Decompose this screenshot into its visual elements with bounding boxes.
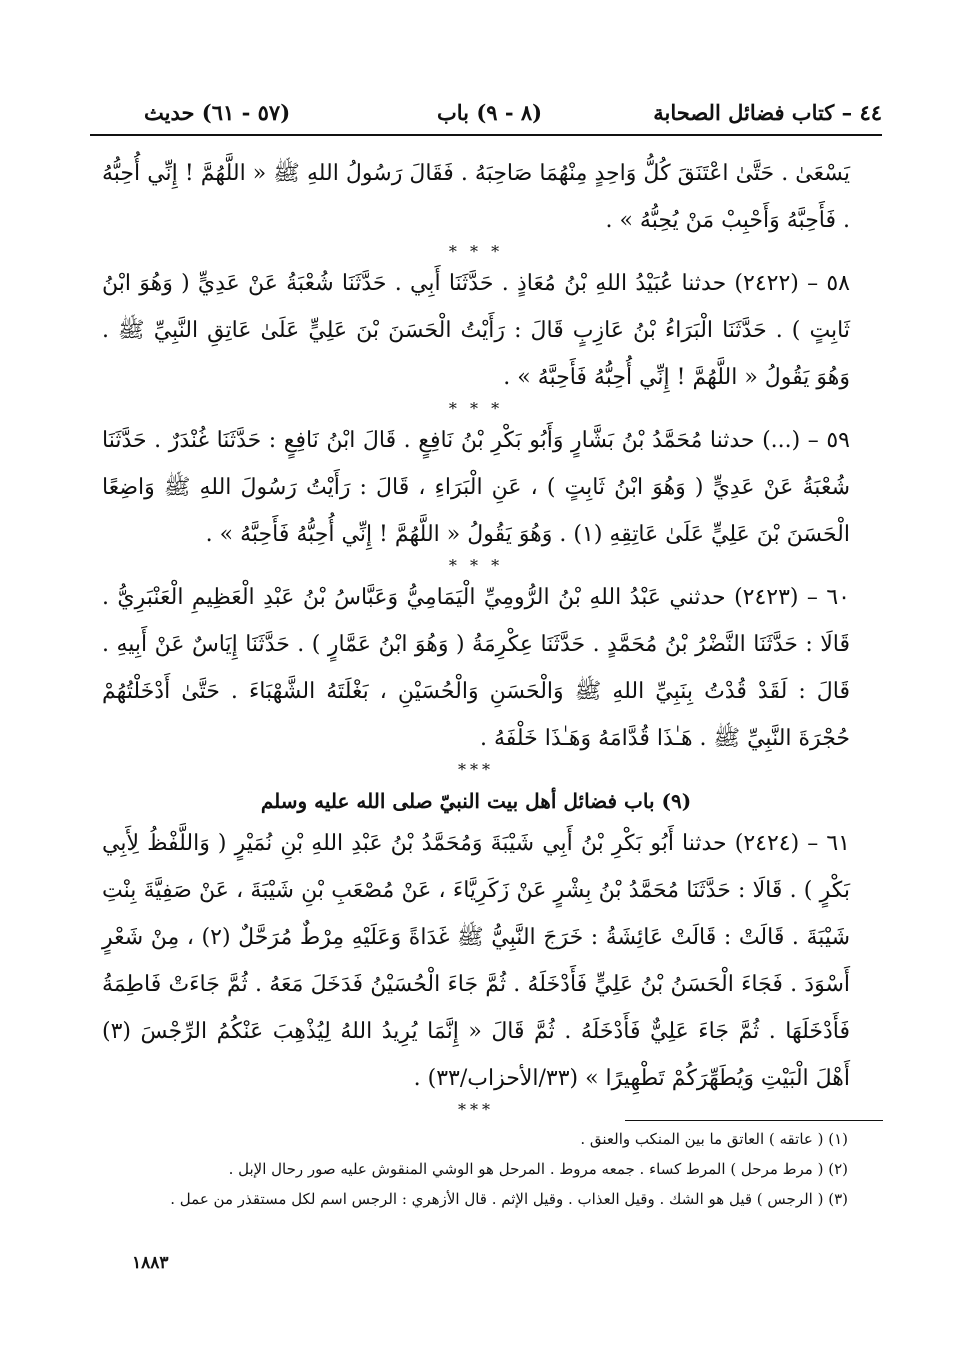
footnotes [110,1124,848,1214]
chapter-heading: (٩) باب فضائل أهل بيت النبيّ صلى الله عليه وسلم [260,789,692,813]
footnote-3: (٣) ( الرجس ) قيل هو الشك . وقيل العذاب . وقيل الإثم . قال الأزهري : الرجس اسم لكل مستقذر من عمل . [170,1190,848,1208]
header-rule [90,134,882,136]
page-number: ١٨٨٣ [132,1253,169,1273]
footnote-1: (١) ( عاتقه ) العاتق ما بين المنكب والعنق . [580,1130,848,1148]
running-header [92,100,882,136]
separator-stars: *** [458,1100,494,1119]
separator-stars: * * * [448,242,504,261]
paragraph-continuation: يَسْعَىٰ . حَتَّىٰ اعْتَنَقَ كُلُّ وَاحِدٍ مِنْهُمَا صَاحِبَهُ . فَقَالَ رَسُولُ اللهِ ﷺ « اللَّهُمَّ ! إِنِّي أُحِبُّهُ . فَأَحِبَّهُ وَأَحْبِبْ مَنْ يُحِبُّهُ » . [102,161,850,233]
hadith-59: ٥٩ – (...) حدثنا مُحَمَّدُ بْنُ بَشَّارٍ وَأَبُو بَكْرِ بْنُ نَافِعٍ . قَالَ ابْنُ نَافِعٍ : حَدَّثَنَا غُنْدَرٌ . حَدَّثَنَا شُعْبَةُ عَنْ عَدِيٍّ ( وَهُوَ ابْنُ ثَابِتٍ ) ، عَنِ الْبَرَاءِ ، قَالَ : رَأَيْتُ رَسُولَ اللهِ ﷺ وَاضِعًا الْحَسَنَ بْنَ عَلِيٍّ عَلَىٰ عَاتِقِهِ (١) . وَهُوَ يَقُولُ « اللَّهُمَّ ! إِنِّي أُحِبُّهُ فَأَحِبَّهُ » . [102,428,850,547]
separator-stars: * * * [448,556,504,575]
separator-stars: *** [458,760,494,779]
footnote-rule [625,1120,883,1121]
separator-stars: * * * [448,399,504,418]
footnote-2: (٢) ( مرط مرحل ) المرط كساء . جمعه مروط . المرحل هو الوشي المنقوش عليه صور رحال الإبل . [228,1160,848,1178]
header-chapter-number: (٨ - ٩) باب [437,100,543,125]
hadith-58: ٥٨ – (٢٤٢٢) حدثنا عُبَيْدُ اللهِ بْنُ مُعَاذٍ . حَدَّثَنَا أَبِي . حَدَّثَنَا شُعْبَةُ عَنْ عَدِيٍّ ( وَهُوَ ابْنُ ثَابِتٍ ) . حَدَّثَنَا الْبَرَاءُ بْنُ عَازِبٍ قَالَ : رَأَيْتُ الْحَسَنَ بْنَ عَلِيٍّ عَلَىٰ عَاتِقِ النَّبِيِّ ﷺ . وَهُوَ يَقُولُ « اللَّهُمَّ ! إِنِّي أُحِبُّهُ فَأَحِبَّهُ » . [102,271,850,390]
main-text [102,150,850,1118]
header-hadith-range: (٥٧ - ٦١) حديث [144,100,291,125]
header-book-title: ٤٤ – كتاب فضائل الصحابة [653,100,882,125]
hadith-60: ٦٠ – (٢٤٢٣) حدثني عَبْدُ اللهِ بْنُ الرُّومِيِّ الْيَمَامِيُّ وَعَبَّاسُ بْنُ عَبْدِ الْعَظِيمِ الْعَنْبَرِيُّ . قَالَا : حَدَّثَنَا النَّضْرُ بْنُ مُحَمَّدٍ . حَدَّثَنَا عِكْرِمَةُ ( وَهُوَ ابْنُ عَمَّارٍ ) . حَدَّثَنَا إِيَاسٌ عَنْ أَبِيهِ . قَالَ : لَقَدْ قُدْتُ بِنَبِيِّ اللهِ ﷺ وَالْحَسَنِ وَالْحُسَيْنِ ، بَغْلَتَهُ الشَّهْبَاءَ . حَتَّىٰ أَدْخَلْتُهُمْ حُجْرَةَ النَّبِيِّ ﷺ . هَـٰذَا قُدَّامَهُ وَهَـٰذَا خَلْفَهُ . [102,585,850,751]
hadith-61: ٦١ – (٢٤٢٤) حدثنا أَبُو بَكْرِ بْنُ أَبِي شَيْبَةَ وَمُحَمَّدُ بْنُ عَبْدِ اللهِ بْنِ نُمَيْرٍ ( وَاللَّفْظُ لِأَبِي بَكْرٍ ) . قَالَا : حَدَّثَنَا مُحَمَّدُ بْنُ بِشْرٍ عَنْ زَكَرِيَّاءَ ، عَنْ مُصْعَبِ بْنِ شَيْبَةَ ، عَنْ صَفِيَّةَ بِنْتِ شَيْبَةَ . قَالَتْ : قَالَتْ عَائِشَةُ : خَرَجَ النَّبِيُّ ﷺ غَدَاةً وَعَلَيْهِ مِرْطٌ مُرَحَّلٌ (٢) ، مِنْ شَعْرٍ أَسْوَدَ . فَجَاءَ الْحَسَنُ بْنُ عَلِيٍّ فَأَدْخَلَهُ . ثُمَّ جَاءَ الْحُسَيْنُ فَدَخَلَ مَعَهُ . ثُمَّ جَاءَتْ فَاطِمَةُ فَأَدْخَلَهَا . ثُمَّ جَاءَ عَلِيٌّ فَأَدْخَلَهُ . ثُمَّ قَالَ « إِنَّمَا يُرِيدُ اللهُ لِيُذْهِبَ عَنْكُمُ الرِّجْسَ (٣) أَهْلَ الْبَيْتِ وَيُطَهِّرَكُمْ تَطْهِيرًا » (٣٣/الأحزاب/٣٣) . [102,831,850,1091]
